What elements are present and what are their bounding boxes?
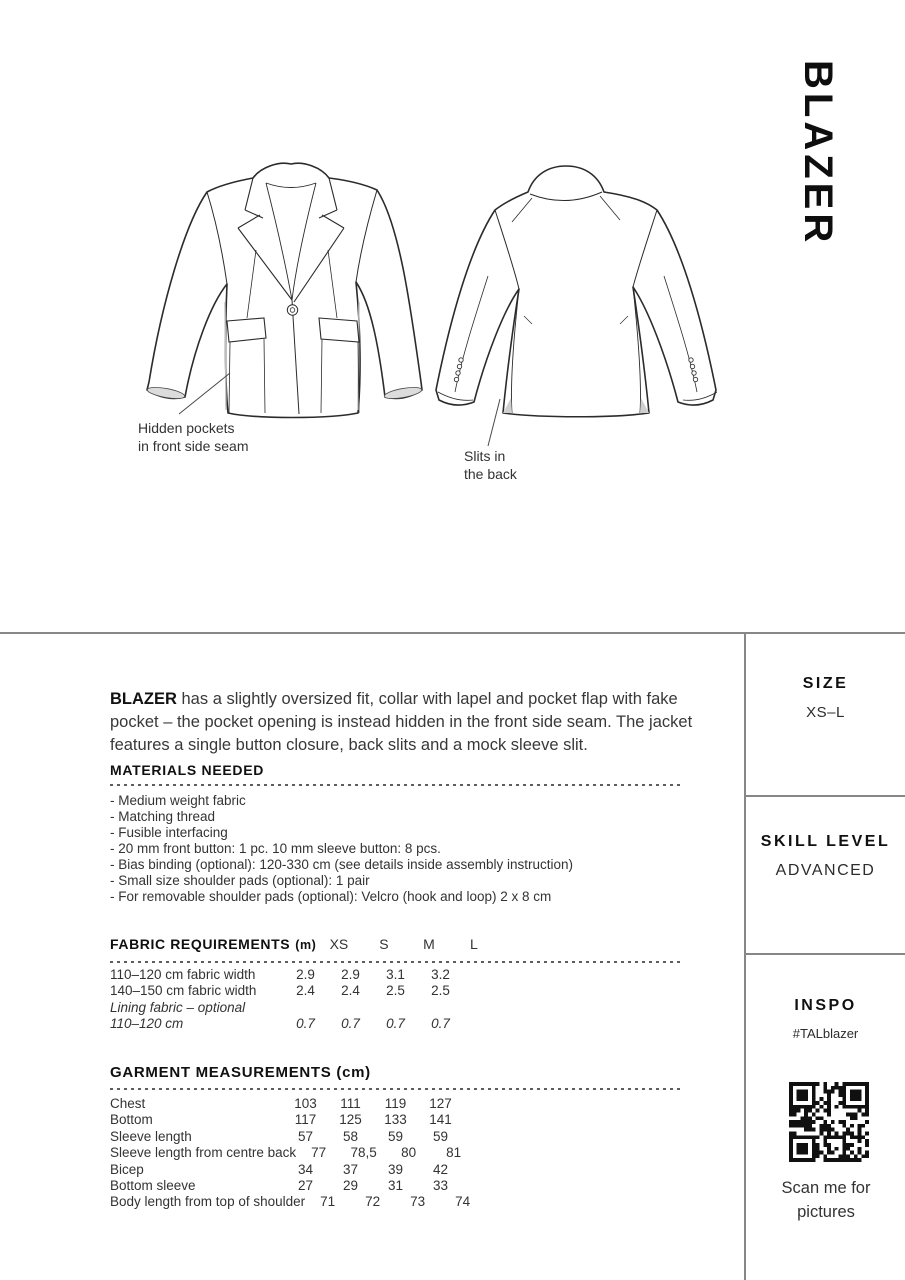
fabric-requirements-table xyxy=(110,967,463,1033)
cell: 81 xyxy=(446,1145,462,1161)
materials-list xyxy=(110,793,573,905)
annotation-line: the back xyxy=(464,465,517,482)
list-item: - Fusible interfacing xyxy=(110,825,228,840)
cell: 77 xyxy=(311,1145,327,1161)
cell: 34 xyxy=(297,1161,314,1177)
cell: 2.4 xyxy=(296,983,315,999)
size-value: XS–L xyxy=(806,704,845,721)
skill-level-value: ADVANCED xyxy=(775,862,876,879)
list-item: - Matching thread xyxy=(110,809,216,824)
blazer-back-drawing xyxy=(428,152,728,424)
list-item: - Bias binding (optional): 120-330 cm (see details inside assembly instruction) xyxy=(110,857,573,872)
cell: 2.9 xyxy=(296,967,315,982)
table-row xyxy=(110,967,463,983)
row-label: Bottom xyxy=(110,1112,153,1128)
qr-caption: Scan me for pictures xyxy=(781,1179,871,1221)
size-heading: SIZE xyxy=(802,675,849,692)
blazer-front-drawing xyxy=(133,152,438,424)
cell: 103 xyxy=(294,1096,317,1111)
cell: 73 xyxy=(410,1194,426,1210)
cell: 80 xyxy=(401,1145,417,1161)
cell: 57 xyxy=(297,1128,314,1144)
row-label: 110–120 cm xyxy=(110,1016,184,1032)
row-label: Sleeve length from centre back xyxy=(110,1145,297,1161)
cell: 125 xyxy=(339,1112,362,1128)
table-row xyxy=(110,1112,485,1128)
materials-heading: MATERIALS NEEDED xyxy=(110,762,265,778)
cell: 59 xyxy=(432,1128,449,1144)
pattern-description xyxy=(110,688,702,757)
sidebar-vertical-divider xyxy=(744,632,746,1280)
dashed-divider xyxy=(110,961,683,963)
cell: 2.5 xyxy=(386,983,405,999)
size-column-header: S xyxy=(379,936,389,952)
row-label: Sleeve length xyxy=(110,1128,192,1144)
list-item: - For removable shoulder pads (optional): Velcro (hook and loop) 2 x 8 cm xyxy=(110,889,552,904)
annotation-hidden-pockets xyxy=(138,420,249,455)
table-row xyxy=(110,1000,463,1016)
table-row xyxy=(110,1016,463,1032)
cell: 127 xyxy=(429,1096,452,1111)
annotation-line: Hidden pockets xyxy=(138,420,235,436)
pattern-name-bold: BLAZER xyxy=(110,689,177,708)
sidebar-divider xyxy=(746,795,905,797)
pattern-title-vertical: BLAZER xyxy=(796,60,840,247)
size-column-header: M xyxy=(423,936,435,952)
cell: 71 xyxy=(320,1194,336,1210)
cell: 0.7 xyxy=(341,1016,360,1032)
cell: 119 xyxy=(384,1096,407,1111)
table-row xyxy=(110,1162,485,1178)
inspo-heading: INSPO xyxy=(794,997,857,1014)
list-item: - Small size shoulder pads (optional): 1 pair xyxy=(110,873,370,888)
list-item: - 20 mm front button: 1 pc. 10 mm sleeve button: 8 pcs. xyxy=(110,841,441,856)
cell: 117 xyxy=(294,1112,317,1128)
fabric-unit: (m) xyxy=(295,938,317,952)
cell: 133 xyxy=(384,1112,407,1128)
cell: 111 xyxy=(340,1096,361,1111)
description-text: has a slightly oversized fit, collar with lapel and pocket flap with fake pocket – the pocket opening is instead hidden in the front side seam. The jacket features a single button closure, back slits and a mock sleeve slit. xyxy=(110,689,693,754)
cell: 3.2 xyxy=(431,967,450,982)
table-row xyxy=(110,1178,485,1194)
cell: 33 xyxy=(432,1177,449,1193)
cell: 74 xyxy=(455,1194,471,1210)
cell: 37 xyxy=(342,1161,359,1177)
size-column-header: XS xyxy=(329,936,349,952)
cell: 0.7 xyxy=(296,1016,315,1032)
cell: 78,5 xyxy=(350,1145,377,1161)
cell: 58 xyxy=(342,1128,359,1144)
annotation-line: Slits in xyxy=(464,448,506,464)
qr-code-icon xyxy=(789,1082,869,1162)
cell: 31 xyxy=(387,1177,404,1193)
row-label: Chest xyxy=(110,1096,146,1111)
table-row xyxy=(110,983,463,999)
fabric-heading-text: FABRIC REQUIREMENTS xyxy=(110,936,291,952)
row-label: Body length from top of shoulder xyxy=(110,1194,306,1210)
fabric-heading xyxy=(110,936,316,952)
inspo-hashtag: #TALblazer xyxy=(792,1026,859,1041)
cell: 141 xyxy=(429,1112,452,1128)
cell: 42 xyxy=(432,1161,449,1177)
cell: 29 xyxy=(342,1177,359,1193)
table-row xyxy=(110,1194,485,1210)
table-row xyxy=(110,1145,485,1161)
cell: 39 xyxy=(387,1161,404,1177)
cell: 0.7 xyxy=(386,1016,405,1032)
cell: 2.9 xyxy=(341,967,360,982)
row-label: Bottom sleeve xyxy=(110,1177,196,1193)
cell: 59 xyxy=(387,1128,404,1144)
dashed-divider xyxy=(110,1088,683,1090)
annotation-back-slits xyxy=(464,448,517,483)
table-row xyxy=(110,1129,485,1145)
annotation-line: in front side seam xyxy=(138,437,249,454)
row-label: 140–150 cm fabric width xyxy=(110,983,257,999)
garment-measurements-heading: GARMENT MEASUREMENTS (cm) xyxy=(110,1064,371,1081)
row-label: 110–120 cm fabric width xyxy=(110,967,256,982)
skill-level-heading: SKILL LEVEL xyxy=(760,833,891,850)
size-column-header: L xyxy=(470,936,478,952)
cell: 0.7 xyxy=(431,1016,450,1032)
cell: 3.1 xyxy=(386,967,405,982)
cell: 2.5 xyxy=(431,983,450,999)
dashed-divider xyxy=(110,784,683,786)
fabric-requirements-header xyxy=(110,936,496,952)
table-row xyxy=(110,1096,485,1112)
cell: 27 xyxy=(297,1177,314,1193)
cell: 72 xyxy=(365,1194,381,1210)
sidebar-divider xyxy=(746,953,905,955)
horizontal-divider xyxy=(0,632,905,634)
garment-measurements-table xyxy=(110,1096,485,1211)
list-item: - Medium weight fabric xyxy=(110,793,246,808)
cell: 2.4 xyxy=(341,983,360,999)
row-label: Bicep xyxy=(110,1161,144,1177)
row-label: Lining fabric – optional xyxy=(110,999,246,1015)
